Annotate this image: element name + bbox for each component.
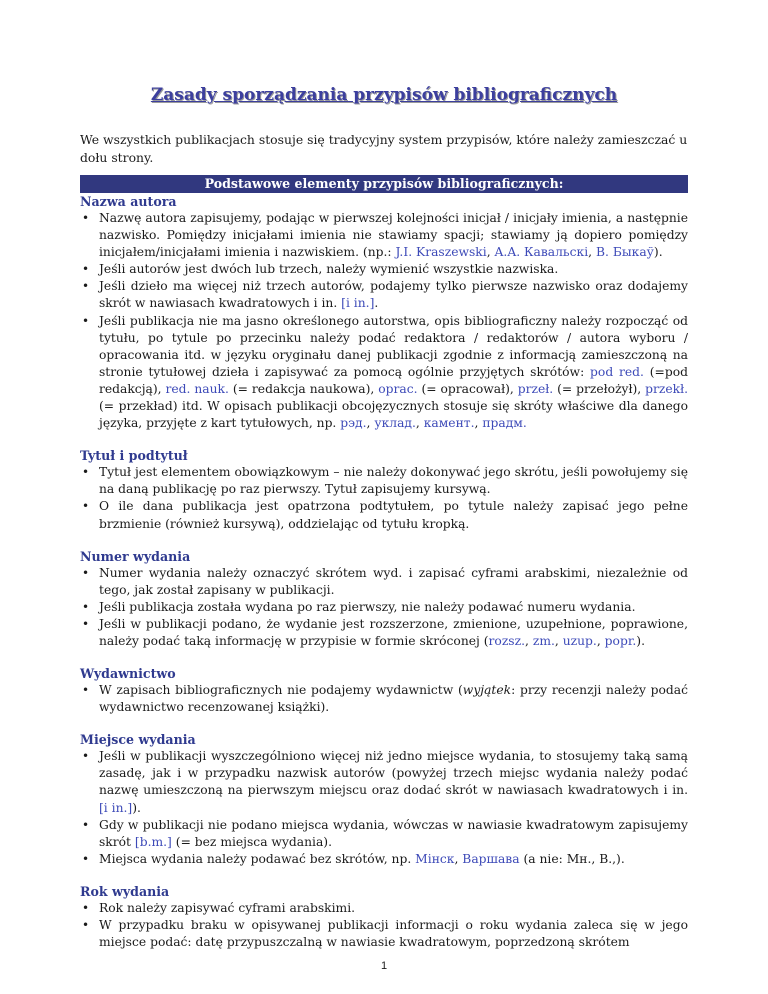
highlighted-term: Варшава xyxy=(462,851,520,866)
text-segment: Gdy w publikacji nie podano miejsca wydania, wówczas w nawiasie kwadratowym zapisujemy skrót xyxy=(99,817,688,849)
bullet-list xyxy=(80,565,688,650)
bullet-list xyxy=(80,748,688,868)
text-segment: , xyxy=(474,416,483,431)
section-heading: Rok wydania xyxy=(80,883,170,899)
page-title: Zasady sporządzania przypisów bibliograficznych xyxy=(150,85,618,105)
highlighted-term: J.I. Kraszewski xyxy=(395,245,487,260)
list-item xyxy=(80,616,688,650)
text-segment: , xyxy=(415,416,424,431)
highlighted-term: [b.m.] xyxy=(134,834,172,849)
section xyxy=(80,548,688,650)
list-item xyxy=(80,900,688,917)
section-banner: Podstawowe elementy przypisów bibliograficznych: xyxy=(80,175,688,193)
text-segment: Jeśli w publikacji wyszczególniono więcej niż jedno miejsce wydania, to stosujemy taką samą zasadę, jak i w przypadku nazwisk autorów (powyżej trzech miejsc wydania należy podać nazwę umieszczoną na pierwszym miejscu oraz dodać skrót w nawiasach kwadratowych i in. xyxy=(99,749,688,798)
section-heading: Tytuł i podtytuł xyxy=(80,448,188,464)
text-segment: ). xyxy=(636,633,645,648)
section xyxy=(80,665,688,716)
list-item xyxy=(80,278,688,312)
text-segment: Rok należy zapisywać cyframi arabskimi. xyxy=(99,900,356,915)
section-heading: Wydawnictwo xyxy=(80,666,176,682)
section-heading: Nazwa autora xyxy=(80,194,177,209)
sections-container xyxy=(80,193,688,951)
highlighted-term: przeł. xyxy=(517,381,554,396)
text-segment: , xyxy=(486,245,495,260)
text-segment: Jeśli autorów jest dwóch lub trzech, należy wymienić wszystkie nazwiska. xyxy=(99,262,559,277)
text-segment: Numer wydania należy oznaczyć skrótem wyd. i zapisać cyframi arabskimi, niezależnie od tego, jak został zapisany w publikacji. xyxy=(99,565,688,597)
highlighted-term: oprac. xyxy=(378,381,418,396)
text-segment: , xyxy=(454,851,463,866)
highlighted-term: przekł. xyxy=(645,381,688,396)
highlighted-term: red. nauk. xyxy=(165,381,229,396)
list-item xyxy=(80,498,688,532)
text-segment: O ile dana publikacja jest opatrzona podtytułem, po tytule należy zapisać jego pełne brzmienie (również kursywą), oddzielając od tytułu kropką. xyxy=(99,499,688,531)
bullet-list xyxy=(80,900,688,951)
text-segment: , xyxy=(366,416,375,431)
bullet-list xyxy=(80,682,688,716)
highlighted-term: [i in.] xyxy=(99,800,133,815)
text-segment: (= bez miejsca wydania). xyxy=(171,834,333,849)
section-heading: Miejsce wydania xyxy=(80,732,196,748)
list-item xyxy=(80,851,688,868)
highlighted-term: uzup. xyxy=(562,633,597,648)
text-segment: , xyxy=(554,633,563,648)
list-item xyxy=(80,682,688,716)
highlighted-term: камент. xyxy=(423,416,475,431)
list-item xyxy=(80,599,688,616)
text-segment: (a nie: Мн., В.,). xyxy=(519,851,625,866)
emphasis-text: wyjątek xyxy=(462,683,512,698)
text-segment: ). xyxy=(132,800,141,815)
text-segment: (= redakcja naukowa), xyxy=(228,381,379,396)
highlighted-term: уклад. xyxy=(374,416,416,431)
text-segment: . xyxy=(374,296,379,311)
text-segment: , xyxy=(588,245,596,260)
text-segment: Jeśli dzieło ma więcej niż trzech autorów, podajemy tylko pierwsze nazwisko oraz dodajemy skrót w nawiasach kwadratowych i in. xyxy=(99,279,688,311)
text-segment: (= opracował), xyxy=(417,381,518,396)
text-segment: : przy recenzji należy podać wydawnictwo recenzowanej książki). xyxy=(99,683,689,715)
text-segment: , xyxy=(596,633,605,648)
list-item xyxy=(80,261,688,278)
highlighted-term: [i in.] xyxy=(341,296,375,311)
text-segment: (= przekład) itd. W opisach publikacji obcojęzycznych stosuje się skróty właściwe dla danego języka, przyjęte z kart tytułowych, np. xyxy=(99,399,688,431)
text-segment: Miejsca wydania należy podawać bez skrótów, np. xyxy=(99,851,416,866)
highlighted-term: A.A. Кавальскі xyxy=(494,245,589,260)
list-item xyxy=(80,565,688,599)
text-segment: Jeśli w publikacji podano, że wydanie jest rozszerzone, zmienione, uzupełnione, poprawione, należy podać taką informację w przypisie w formie skróconej ( xyxy=(99,616,688,648)
section xyxy=(80,193,688,432)
highlighted-term: прадм. xyxy=(482,416,527,431)
list-item xyxy=(80,313,688,433)
text-segment: Jeśli publikacja nie ma jasno określonego autorstwa, opis bibliograficzny należy rozpocząć od tytułu, po tytule po przecinku należy podać redaktora / redaktorów / autora wyboru / opracowania itd. w języku oryginału danej publikacji zgodnie z informacją zamieszczoną na stronie tytułowej dzieła i zapisywać za pomocą ogólnie przyjętych skrótów: xyxy=(99,313,688,379)
section xyxy=(80,731,688,868)
text-segment: W zapisach bibliograficznych nie podajemy wydawnictw ( xyxy=(99,683,463,698)
text-segment: , xyxy=(525,633,533,648)
list-item xyxy=(80,210,688,261)
bullet-list xyxy=(80,210,688,432)
bullet-list xyxy=(80,464,688,532)
highlighted-term: В. Быкаў xyxy=(595,245,654,260)
section-heading: Numer wydania xyxy=(80,548,191,564)
list-item xyxy=(80,817,688,851)
page-number: 1 xyxy=(380,960,388,972)
text-segment: W przypadku braku w opisywanej publikacji informacji o roku wydania zaleca się w jego miejsce podać: datę przypuszczalną w nawiasie kwadratowym, poprzedzoną skrótem xyxy=(99,918,688,950)
text-segment: ). xyxy=(653,245,663,260)
highlighted-term: pod red. xyxy=(590,364,644,379)
list-item xyxy=(80,464,688,498)
section xyxy=(80,447,688,532)
highlighted-term: popr. xyxy=(604,633,637,648)
text-segment: (=pod redakcją), xyxy=(99,364,688,396)
text-segment: Nazwę autora zapisujemy, podając w pierwszej kolejności inicjał / inicjały imienia, a następnie nazwisko. Pomiędzy inicjałami imienia nie stawiamy spacji; stawiamy ją dopiero pomiędzy inicjałem/inicjałami imienia i nazwiskiem. (np.: xyxy=(99,211,688,260)
highlighted-term: rozsz. xyxy=(488,633,526,648)
text-segment: (= przełożył), xyxy=(553,381,646,396)
list-item xyxy=(80,917,688,951)
text-segment: Jeśli publikacja została wydana po raz pierwszy, nie należy podawać numeru wydania. xyxy=(99,599,636,614)
section xyxy=(80,883,688,951)
list-item xyxy=(80,748,688,816)
highlighted-term: Мінск xyxy=(415,851,455,866)
intro-paragraph: We wszystkich publikacjach stosuje się tradycyjny system przypisów, które należy zamieszczać u dołu strony. xyxy=(80,132,688,165)
text-segment: Tytuł jest elementem obowiązkowym – nie należy dokonywać jego skrótu, jeśli powołujemy się na daną publikację po raz pierwszy. Tytuł zapisujemy kursywą. xyxy=(99,465,688,497)
highlighted-term: рэд. xyxy=(340,416,367,431)
highlighted-term: zm. xyxy=(532,633,555,648)
